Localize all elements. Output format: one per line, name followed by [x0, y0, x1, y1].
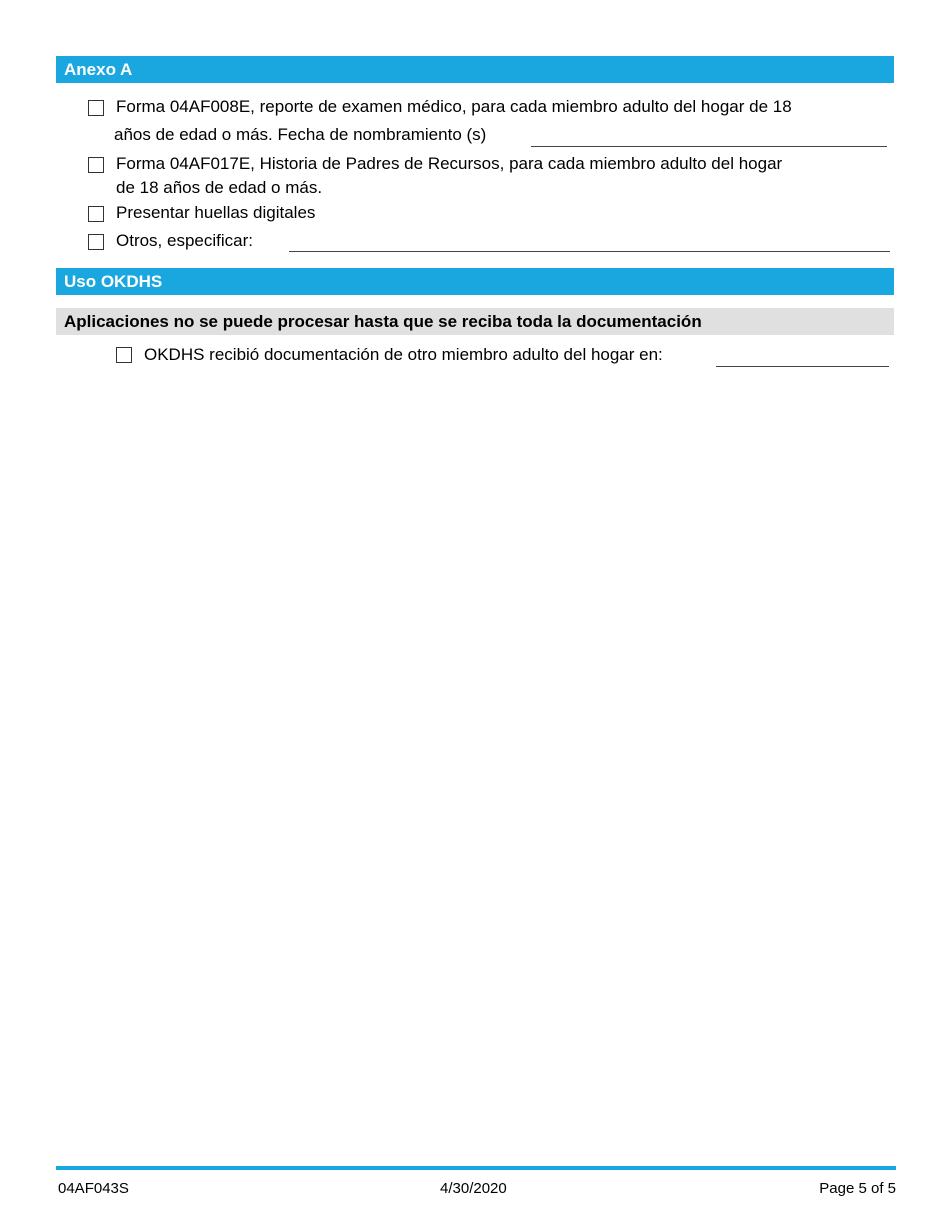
- other-label: Otros, especificar:: [116, 231, 253, 250]
- medical-exam-checkbox[interactable]: [88, 100, 104, 116]
- medical-exam-label-line1: Forma 04AF008E, reporte de examen médico, para cada miembro adulto del hogar de 18: [116, 97, 792, 116]
- okdhs-use-title: Uso OKDHS: [64, 272, 163, 291]
- processing-notice-bar: [56, 308, 894, 335]
- footer-date: 4/30/2020: [440, 1180, 507, 1197]
- footer-page-number: Page 5 of 5: [819, 1180, 896, 1197]
- resource-parent-history-checkbox[interactable]: [88, 157, 104, 173]
- processing-notice-text: Aplicaciones no se puede procesar hasta que se reciba toda la documentación: [64, 312, 702, 331]
- footer-form-number: 04AF043S: [58, 1180, 129, 1197]
- footer-divider: [56, 1166, 896, 1170]
- okdhs-use-header: [56, 268, 894, 295]
- resource-parent-history-label-line1: Forma 04AF017E, Historia de Padres de Recursos, para cada miembro adulto del hogar: [116, 154, 783, 173]
- other-checkbox[interactable]: [88, 234, 104, 250]
- other-specify-field[interactable]: [289, 251, 890, 252]
- medical-exam-label-line2: años de edad o más. Fecha de nombramiento (s): [114, 125, 487, 144]
- okdhs-received-date-field[interactable]: [716, 366, 889, 367]
- annex-a-header: [56, 56, 894, 83]
- fingerprints-checkbox[interactable]: [88, 206, 104, 222]
- fingerprints-label: Presentar huellas digitales: [116, 203, 316, 222]
- annex-a-title: Anexo A: [64, 60, 133, 79]
- appointment-date-field[interactable]: [531, 146, 887, 147]
- okdhs-received-checkbox[interactable]: [116, 347, 132, 363]
- resource-parent-history-label-line2: de 18 años de edad o más.: [116, 178, 323, 197]
- okdhs-received-label: OKDHS recibió documentación de otro miembro adulto del hogar en:: [144, 345, 663, 364]
